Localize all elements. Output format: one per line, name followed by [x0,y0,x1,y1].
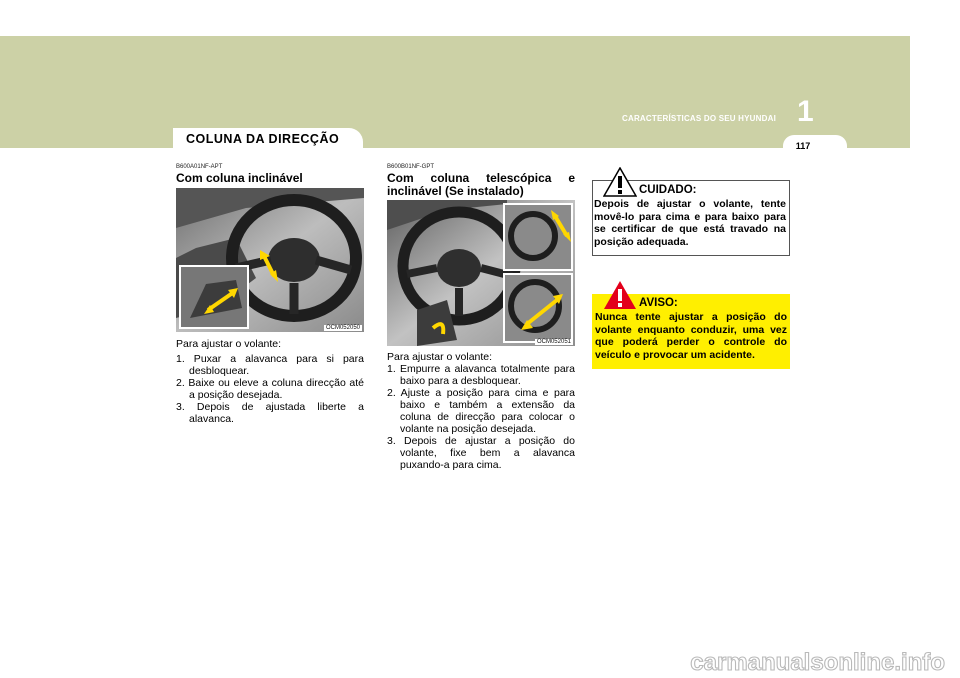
col2-intro: Para ajustar o volante: [387,351,493,363]
figure-telescopic-steering [387,200,575,346]
header-band [0,36,910,148]
warning-title: AVISO: [639,297,678,309]
steering-wheel-illustration [176,188,364,332]
chapter-number: 1 [797,95,814,128]
section-label: CARACTERÍSTICAS DO SEU HYUNDAI [622,114,777,123]
warning-triangle-icon [603,280,637,310]
watermark-text: carmanualsonline.info [690,649,945,676]
page-number: 117 [795,141,811,151]
list-item: 1. Empurre a alavanca totalmente para baixo para a desbloquear. [387,363,575,387]
list-item: 2. Ajuste a posição para cima e para baixo e também a extensão da coluna de direcção para colocar o volante na posição desejada. [387,387,575,435]
watermark [0,648,960,678]
steering-wheel-illustration [387,200,575,346]
figure-tilt-steering [176,188,364,332]
col1-intro: Para ajustar o volante: [176,338,282,350]
caution-triangle-icon [603,167,637,197]
col2-code: B600B01NF-GPT [387,164,435,170]
list-item: 3. Depois de ajustada liberte a alavanca. [176,401,364,425]
warning-text: Nunca tente ajustar a posição do volante enquanto conduzir, uma vez que poderá perder o controle do veículo e provocar um acidente. [595,311,787,361]
caution-text: Depois de ajustar o volante, tente movê-lo para cima e para baixo para se certificar de que está travado na posição adequada. [594,198,786,248]
col2-heading: Com coluna telescópica e inclinável (Se instalado) [387,171,575,198]
caution-title: CUIDADO: [639,184,697,196]
list-item: 2. Baixe ou eleve a coluna direcção até a posição desejada. [176,377,364,401]
col1-code: B600A01NF-APT [176,164,223,170]
col1-steps [176,353,364,425]
figure-code: OCM052050 [325,325,360,331]
list-item: 3. Depois de ajustar a posição do volante, fixe bem a alavanca puxando-a para cima. [387,435,575,471]
col1-heading: Com coluna inclinável [176,171,303,185]
figure-code: OCM052051 [536,339,571,345]
col2-steps [387,363,575,471]
list-item: 1. Puxar a alavanca para si para desbloquear. [176,353,364,377]
section-title: COLUNA DA DIRECÇÃO [186,132,340,146]
